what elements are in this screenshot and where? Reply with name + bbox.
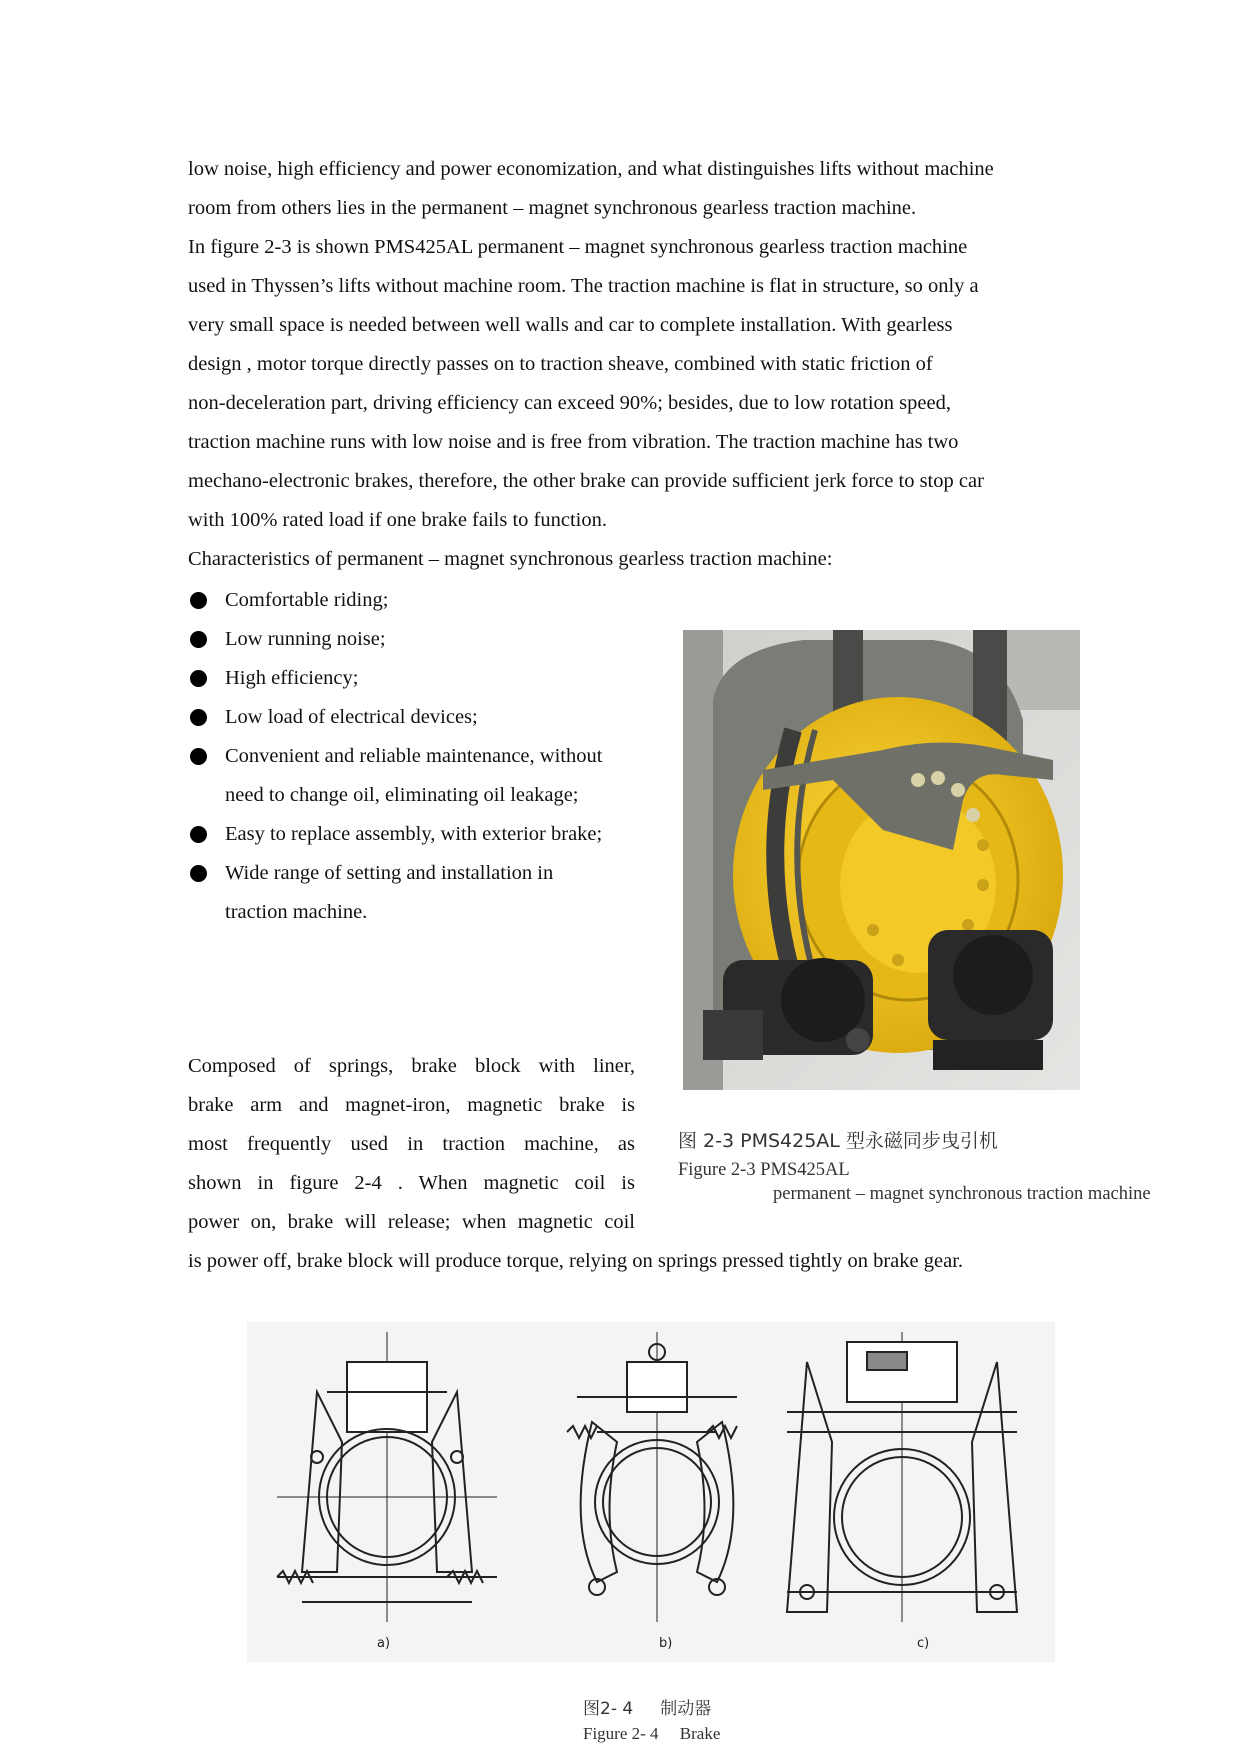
brake-text-last xyxy=(188,1242,1058,1281)
text-line: low noise, high efficiency and power economization, and what distinguishes lifts without machine xyxy=(188,158,994,180)
characteristics-list xyxy=(188,581,648,932)
text-line: room from others lies in the permanent – magnet synchronous gearless traction machine. xyxy=(188,197,917,219)
figure-2-3-caption-en-2: permanent – magnet synchronous traction machine xyxy=(773,1184,1151,1204)
figure-2-4-caption-cn: 图2- 4 制动器 xyxy=(583,1699,712,1719)
text-line: very small space is needed between well walls and car to complete installation. With gearless xyxy=(188,314,953,336)
list-item-text: Easy to replace assembly, with exterior brake; xyxy=(225,823,603,845)
list-item xyxy=(188,659,648,698)
figure-2-3-caption-cn: 图 2-3 PMS425AL 型永磁同步曳引机 xyxy=(678,1130,998,1152)
list-item-text: Low load of electrical devices; xyxy=(225,706,478,728)
traction-machine-illustration xyxy=(683,630,1080,1090)
list-item xyxy=(188,620,648,659)
label-b: b) xyxy=(659,1636,673,1651)
list-item xyxy=(188,698,648,737)
text-line: traction machine runs with low noise and is free from vibration. The traction machine has two xyxy=(188,431,959,453)
list-item xyxy=(188,581,648,620)
brake-drawings xyxy=(247,1322,1055,1662)
list-item-text: need to change oil, eliminating oil leakage; xyxy=(225,784,579,806)
list-item-text: Low running noise; xyxy=(225,628,386,650)
figure-2-3-caption-en-1: Figure 2-3 PMS425AL xyxy=(678,1160,850,1180)
text-line: used in Thyssen’s lifts without machine room. The traction machine is flat in structure, so only a xyxy=(188,275,979,297)
text-line: most frequently used in traction machine, as xyxy=(188,1133,635,1155)
brake-diagram xyxy=(247,1322,1055,1662)
list-item-text: Convenient and reliable maintenance, without xyxy=(225,745,603,767)
list-item-text: Wide range of setting and installation in xyxy=(225,862,554,884)
brake-text xyxy=(188,1047,635,1242)
list-item-text: High efficiency; xyxy=(225,667,359,689)
list-item xyxy=(188,854,648,932)
list-item-text: Comfortable riding; xyxy=(225,589,389,611)
text-line: brake arm and magnet-iron, magnetic brake is xyxy=(188,1094,635,1116)
text-line: In figure 2-3 is shown PMS425AL permanent – magnet synchronous gearless traction machine xyxy=(188,236,968,258)
list-item xyxy=(188,815,648,854)
label-c: c) xyxy=(917,1636,930,1651)
intro-text xyxy=(188,150,1058,579)
text-line: power on, brake will release; when magnetic coil xyxy=(188,1211,635,1233)
figure-2-4-caption-en: Figure 2- 4 Brake xyxy=(583,1724,721,1743)
text-line: Composed of springs, brake block with liner, xyxy=(188,1055,635,1077)
text-line: Characteristics of permanent – magnet synchronous gearless traction machine: xyxy=(188,548,833,570)
text-line: with 100% rated load if one brake fails to function. xyxy=(188,509,607,531)
text-line: design , motor torque directly passes on to traction sheave, combined with static friction of xyxy=(188,353,933,375)
label-a: a) xyxy=(377,1636,391,1651)
text-line: is power off, brake block will produce torque, relying on springs pressed tightly on brake gear. xyxy=(188,1250,964,1272)
text-line: shown in figure 2-4 . When magnetic coil is xyxy=(188,1172,635,1194)
list-item xyxy=(188,737,648,815)
list-item-text: traction machine. xyxy=(225,901,368,923)
text-line: non-deceleration part, driving efficiency can exceed 90%; besides, due to low rotation speed, xyxy=(188,392,951,414)
traction-machine-photo xyxy=(683,630,1080,1090)
text-line: mechano-electronic brakes, therefore, the other brake can provide sufficient jerk force to stop car xyxy=(188,470,984,492)
